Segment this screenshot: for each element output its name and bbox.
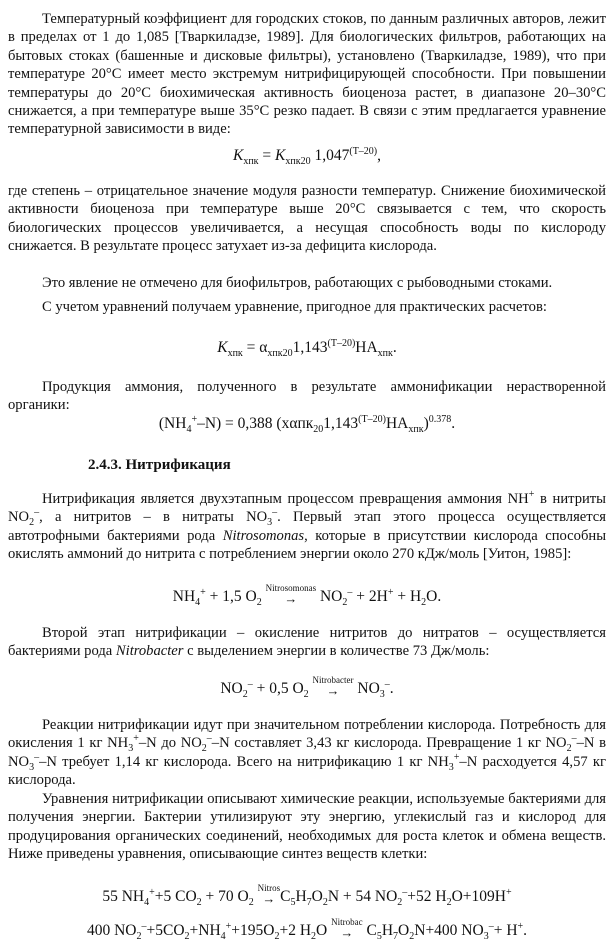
- paragraph-fish-biofilters: Это явление не отмечено для биофильтров, работающих с рыбоводными стоками.: [42, 275, 553, 291]
- paragraph-cell-synthesis: Уравнения нитрификации описывают химические реакции, используемые бактериями для получения энергии. Бактерии утилизируют эту энергию, углекислый газ и кислород для продуцирования органических соединений, необходимых для роста клеток и обмена веществ. Ниже приведены уравнения, описывающие синтез веществ клетки:: [8, 791, 606, 863]
- paragraph-practical-equation-intro: С учетом уравнений получаем уравнение, пригодное для практических расчетов:: [42, 299, 547, 315]
- equation-synthesis-nitrosomonas: 55 $NH_4^++5$ $CO_2 + 70$ $O_2$ Nitros → $C_5H_7O_2N + 54$ $NO_2^-+52$ $H_2O+109H^+$: [102, 883, 512, 909]
- paragraph-ammonium-production: Продукция аммония, полученного в результате аммонификации нерастворенной органики:: [8, 379, 606, 414]
- arrow-nitrobac: Nitrobac →: [331, 917, 363, 940]
- paragraph-degree-explanation: где степень – отрицательное значение модуля разности температур. Снижение биохимической активности биоценоза при температуре выше 20°С связывается с тем, что скорость биологических процессов увеличивается, а несущая способность воды по кислороду снижается. В результате процесс затухает из-за дефицита кислорода.: [8, 183, 606, 255]
- equation-practical-calculation: $K_{хпк} = \alpha_{хпк20}1,143^{(T-20)}НА_{хпк}$.: [217, 337, 397, 360]
- paragraph-nitrification-definition: Нитрификация является двухэтапным процессом превращения аммония NH+ в нитриты $NO_2^-$, а нитритов – в нитраты $NO_3^-$. Первый этап этого процесса осуществляется автотрофными бактериями рода Nitrosomonas, которые в присутствии кислорода способны окислять аммоний до нитрита с потреблением энергии около 270 кДж/моль [Уитон, 1985]:: [8, 489, 607, 563]
- equation-synthesis-nitrobacter: 400 $NO_2^-+5CO_2+NH_4^++195O_2+2$ $H_2O$ Nitrobac → $C_5H_7O_2N+400$ $NO_3^-+ H^+$.: [86, 917, 528, 943]
- arrow-nitrobacter: Nitrobacter →: [312, 675, 354, 698]
- equation-ammonium-production: $(NH_4^+-N) = 0,388$ $(х\alpha пк_{20}1,143^{(T-20)}НА_{хпк})^{0.378}$.: [158, 413, 456, 436]
- paragraph-second-stage: Второй этап нитрификации – окисление нитритов до нитратов – осуществляется бактериями рода Nitrobacter с выделением энергии в количестве 73 Дж/моль:: [8, 625, 606, 660]
- equation-temperature-dependence: $K_{хпк} = K_{хпк20}$ $1,047^{(T-20)}$,: [232, 145, 382, 168]
- paragraph-temperature-coefficient: Температурный коэффициент для городских стоков, по данным различных авторов, лежит в пределах от 1 до 1,085 [Тваркиладзе, 1989]. Для биологических фильтров, работающих на бытовых стоках (башенные и дисковые фильтры), установлено (Тваркиладзе, 1989), что при температуре 20°С имеет место экстремум нитрифицирующей способности. При повышении температуры до 20°С биохимическая активность биоценоза растет, в диапазоне 20–30°С снижается, а при температуре выше 35°С резко падает. В связи с этим предлагается уравнение температурной зависимости в виде:: [8, 11, 606, 138]
- arrow-nitros: Nitros →: [257, 883, 281, 906]
- paragraph-oxygen-consumption: Реакции нитрификации идут при значительном потреблении кислорода. Потребность для окисления 1 кг $NH_3^+-N$ до $NO_2^--N$ составляет 3,43 кг кислорода. Превращение 1 кг $NO_2^--N$ в $NO_3^--N$ требует 1,14 кг кислорода. Всего на нитрификацию 1 кг $NH_3^+-N$ расходуется 4,57 кг кислорода.: [8, 717, 606, 789]
- arrow-nitrosomonas: Nitrosomonas →: [265, 583, 317, 606]
- equation-nitrosomonas: $NH_4^+ + 1,5$ $O_2$ Nitrosomonas → $NO_2^- + 2H^+ + H_2O$.: [172, 583, 442, 609]
- equation-nitrobacter: $NO_2^- + 0,5$ $O_2$ Nitrobacter → $NO_3^-$.: [220, 675, 394, 701]
- section-heading-nitrification: 2.4.3. Нитрификация: [88, 457, 231, 473]
